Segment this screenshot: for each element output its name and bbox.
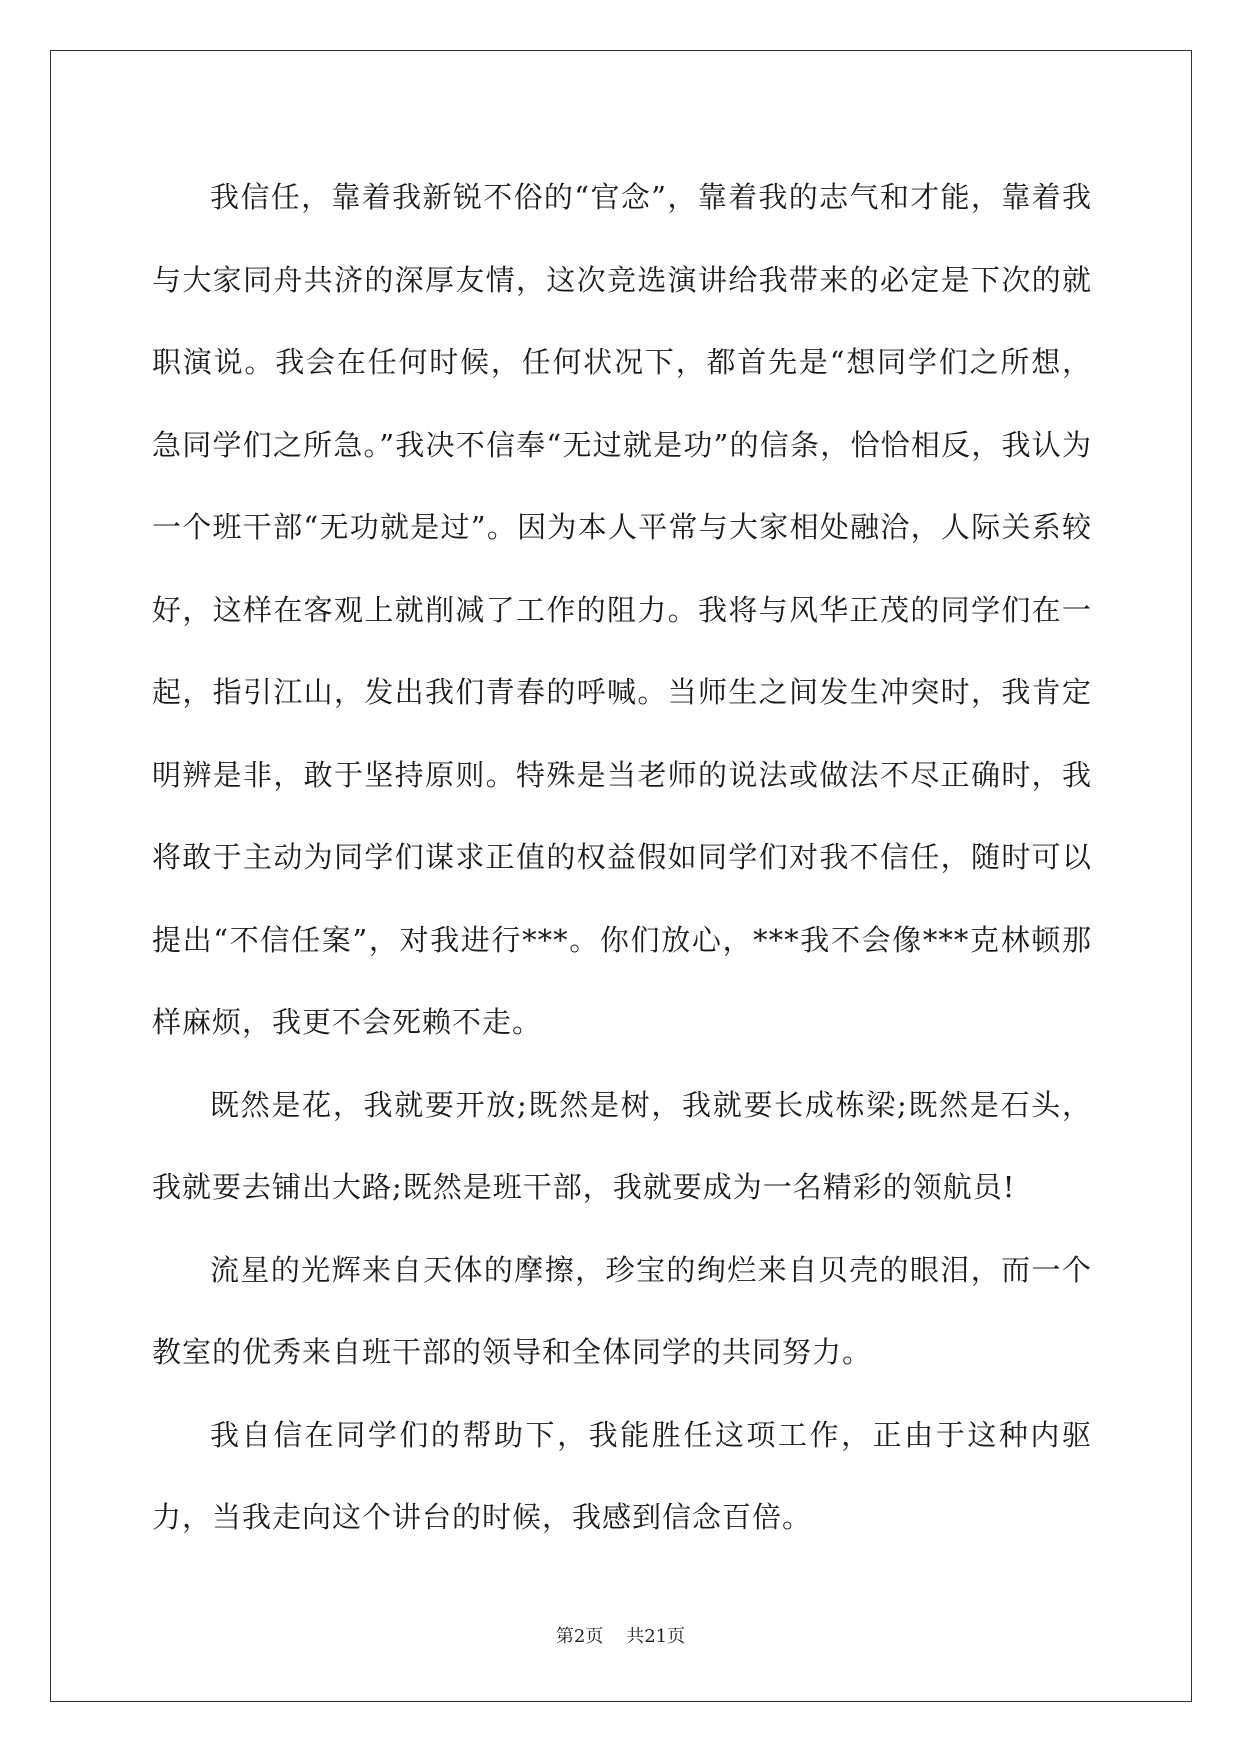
total-pages: 共21页 [626,1626,686,1647]
page-number: 第2页 [555,1626,604,1647]
page-footer [0,1622,1241,1648]
document-body [152,160,1092,1559]
paragraph: 我信任，靠着我新锐不俗的“官念”，靠着我的志气和才能，靠着我与大家同舟共济的深厚友情，这次竞选演讲给我带来的必定是下次的就职演说。我会在任何时候，任何状况下，都首先是“想同学们之所想，急同学们之所急。”我决不信奉“无过就是功”的信条，恰恰相反，我认为一个班干部“无功就是过”。因为本人平常与大家相处融洽，人际关系较好，这样在客观上就削减了工作的阻力。我将与风华正茂的同学们在一起，指引江山，发出我们青春的呼喊。当师生之间发生冲突时，我肯定明辨是非，敢于坚持原则。特殊是当老师的说法或做法不尽正确时，我将敢于主动为同学们谋求正值的权益假如同学们对我不信任，随时可以提出“不信任案”，对我进行***。你们放心，***我不会像***克林顿那样麻烦，我更不会死赖不走。 [152,180,1092,1039]
paragraph: 既然是花，我就要开放;既然是树，我就要长成栋梁;既然是石头，我就要去铺出大路;既然是班干部，我就要成为一名精彩的领航员! [152,1087,1092,1204]
paragraph: 我自信在同学们的帮助下，我能胜任这项工作，正由于这种内驱力，当我走向这个讲台的时候，我感到信念百倍。 [152,1417,1092,1534]
paragraph: 流星的光辉来自天体的摩擦，珍宝的绚烂来自贝壳的眼泪，而一个教室的优秀来自班干部的领导和全体同学的共同努力。 [152,1252,1092,1369]
